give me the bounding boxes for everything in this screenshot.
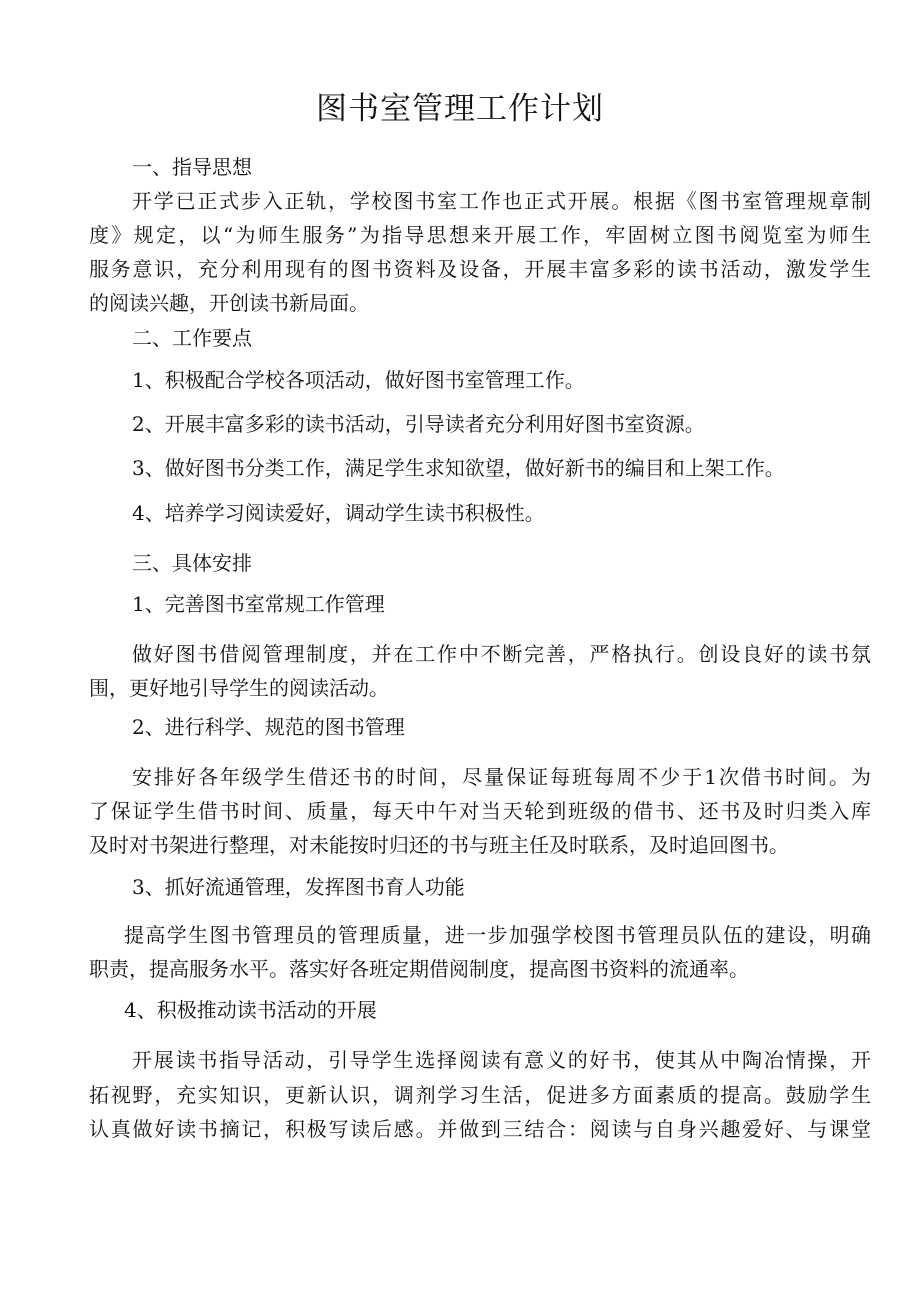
paragraph-line: 做好图书借阅管理制度，并在工作中不断完善，严格执行。创设良好的读书氛: [132, 642, 871, 666]
paragraph-line: 服务意识，充分利用现有的图书资料及设备，开展丰富多彩的读书活动，激发学生: [89, 257, 871, 281]
section-heading-work-points: 二、工作要点: [132, 326, 252, 350]
list-item: 3、做好图书分类工作，满足学生求知欲望，做好新书的编目和上架工作。: [132, 456, 785, 480]
section-heading-guiding-thought: 一、指导思想: [132, 155, 252, 179]
paragraph-line: 度》规定，以“为师生服务”为指导思想来开展工作，牢固树立图书阅览室为师生: [89, 223, 871, 247]
paragraph-line: 提高学生图书管理员的管理质量，进一步加强学校图书管理员队伍的建设，明确: [124, 923, 871, 947]
list-item: 1、积极配合学校各项活动，做好图书室管理工作。: [132, 368, 585, 392]
list-item: 2、开展丰富多彩的读书活动，引导读者充分利用好图书室资源。: [132, 412, 705, 436]
subsection-heading: 4、积极推动读书活动的开展: [124, 998, 377, 1022]
paragraph-line: 了保证学生借书时间、质量，每天中午对当天轮到班级的借书、还书及时归类入库: [89, 799, 871, 823]
paragraph-line: 职责，提高服务水平。落实好各班定期借阅制度，提高图书资料的流通率。: [89, 957, 749, 981]
paragraph-line: 及时对书架进行整理，对未能按时归还的书与班主任及时联系，及时追回图书。: [89, 833, 789, 857]
subsection-heading: 2、进行科学、规范的图书管理: [132, 715, 405, 739]
list-item: 4、培养学习阅读爱好，调动学生读书积极性。: [132, 501, 545, 525]
paragraph-line: 的阅读兴趣，开创读书新局面。: [89, 291, 369, 315]
paragraph-line: 认真做好读书摘记，积极写读后感。并做到三结合：阅读与自身兴趣爱好、与课堂: [89, 1117, 871, 1141]
paragraph-line: 开展读书指导活动，引导学生选择阅读有意义的好书，使其从中陶冶情操，开: [132, 1048, 871, 1072]
document-title: 图书室管理工作计划: [316, 91, 604, 127]
paragraph-line: 拓视野，充实知识，更新认识，调剂学习生活，促进多方面素质的提高。鼓励学生: [89, 1083, 871, 1107]
paragraph-line: 安排好各年级学生借还书的时间，尽量保证每班每周不少于1次借书时间。为: [132, 765, 871, 789]
subsection-heading: 3、抓好流通管理，发挥图书育人功能: [132, 875, 465, 899]
subsection-heading: 1、完善图书室常规工作管理: [132, 592, 385, 616]
paragraph-line: 开学已正式步入正轨，学校图书室工作也正式开展。根据《图书室管理规章制: [132, 189, 871, 213]
section-heading-arrangements: 三、具体安排: [132, 551, 252, 575]
paragraph-line: 围，更好地引导学生的阅读活动。: [89, 676, 389, 700]
